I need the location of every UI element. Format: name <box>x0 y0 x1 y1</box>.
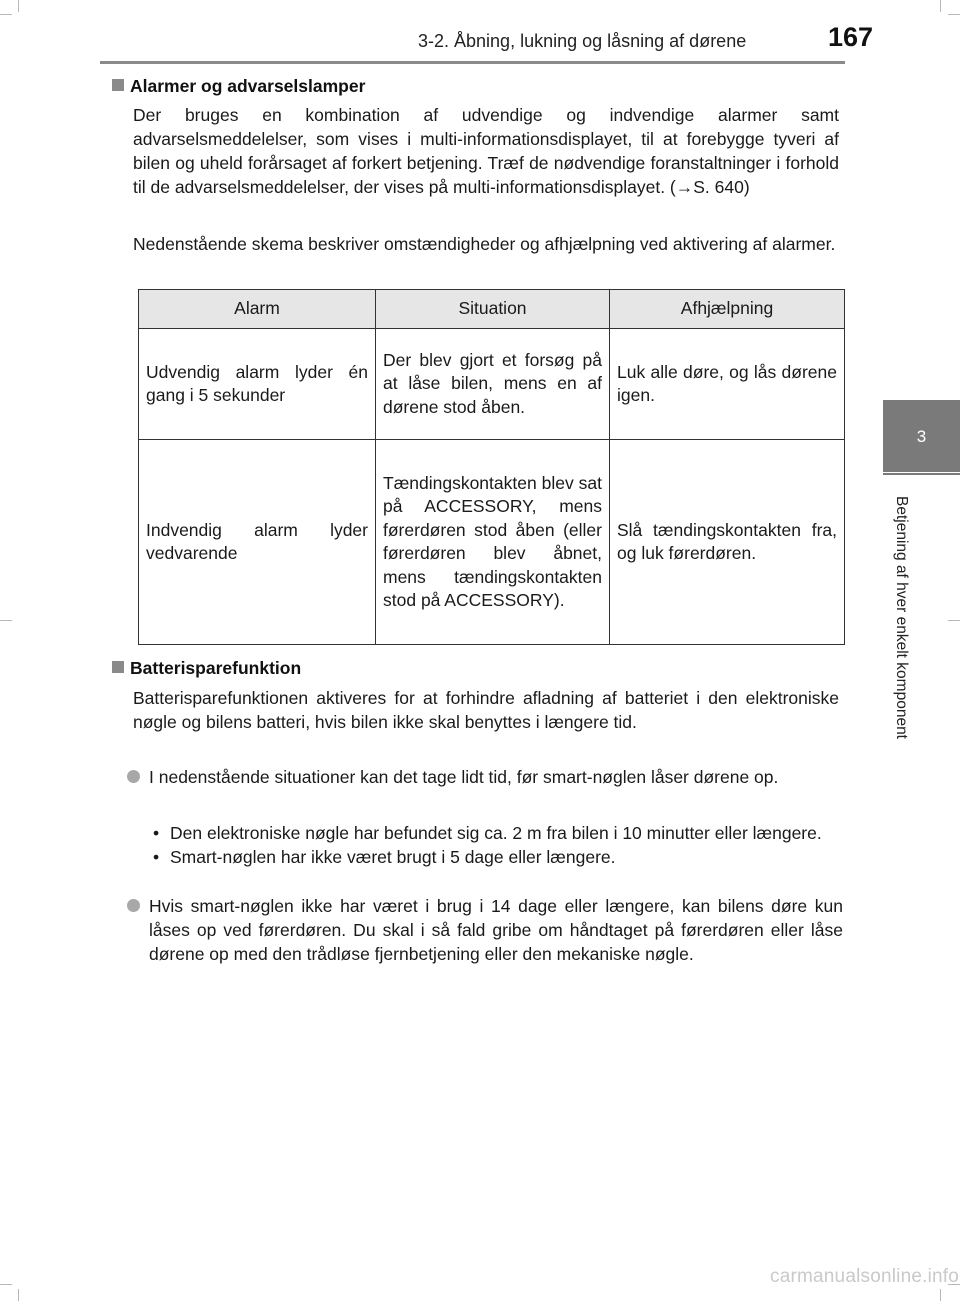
circle-bullet-icon <box>127 770 140 783</box>
table-cell: Slå tændingskontakten fra, og luk førerdøren. <box>610 440 845 645</box>
sub-list-item <box>150 845 840 869</box>
list-item-text: Hvis smart-nøglen ikke har været i brug i 14 dage eller længere, kan bilens døre kun låses op ved førerdøren. Du skal i så fald gribe om håndtaget på førerdøren eller låse dørene op med den trådløse fjernbetjening eller den mekaniske nøgle. <box>149 896 843 964</box>
crop-mark <box>0 620 12 621</box>
crop-mark <box>0 1284 12 1285</box>
small-dot-icon: • <box>153 847 160 867</box>
table-row <box>139 329 845 440</box>
small-dot-icon: • <box>153 823 160 843</box>
table-header-cell: Afhjælpning <box>610 290 845 329</box>
crop-mark <box>940 1289 941 1301</box>
sub-list-item-text: Den elektroniske nøgle har befundet sig ca. 2 m fra bilen i 10 minutter eller længere. <box>170 823 822 843</box>
battery-heading-text: Batterisparefunktion <box>130 658 302 678</box>
alarms-heading-text: Alarmer og advarselslamper <box>130 76 366 96</box>
crop-mark <box>18 1289 19 1301</box>
header-rule <box>100 61 845 64</box>
sub-list <box>150 821 840 869</box>
square-bullet-icon <box>112 79 124 91</box>
table-cell: Indvendig alarm lyder vedvarende <box>139 440 376 645</box>
table-header-cell: Situation <box>376 290 610 329</box>
page-header <box>0 0 960 64</box>
watermark: carmanualsonline.info <box>770 1266 960 1287</box>
list-item-text: I nedenstående situationer kan det tage lidt tid, før smart-nøglen låser dørene op. <box>149 767 779 787</box>
alarms-heading <box>112 76 365 97</box>
sub-list-item <box>150 821 840 845</box>
alarm-table <box>138 289 845 645</box>
table-row <box>139 440 845 645</box>
table-cell: Tændingskontakten blev sat på ACCESSORY, mens førerdøren stod åben (eller førerdøren blev åbnet, mens tændingskontakten stod på ACCESSORY). <box>376 440 610 645</box>
battery-heading <box>112 658 301 679</box>
chapter-tab-line <box>883 473 960 475</box>
sub-list-item-text: Smart-nøglen har ikke været brugt i 5 dage eller længere. <box>170 847 616 867</box>
section-title: 3-2. Åbning, lukning og låsning af dørene <box>418 31 747 51</box>
list-item <box>128 765 843 789</box>
alarms-paragraph-1: Der bruges en kombination af udvendige og indvendige alarmer samt advarselsmeddelelser, som vises i multi-informationsdisplayet, til at forebygge tyveri af bilen og uheld forårsaget af forkert betjening. Træf de nødvendige foranstaltninger i forhold til de advarselsmeddelelser, der vises på multi-informationsdisplayet. (→S. 640) <box>133 105 839 197</box>
chapter-title: Betjening af hver enkelt komponent <box>893 496 910 739</box>
table-cell: Udvendig alarm lyder én gang i 5 sekunder <box>139 329 376 440</box>
circle-bullet-icon <box>127 899 140 912</box>
table-cell: Luk alle døre, og lås dørene igen. <box>610 329 845 440</box>
square-bullet-icon <box>112 661 124 673</box>
list-item <box>128 894 843 966</box>
chapter-tab <box>883 400 960 472</box>
table-header-row <box>139 290 845 329</box>
table-header-cell: Alarm <box>139 290 376 329</box>
crop-mark <box>948 620 960 621</box>
battery-paragraph: Batterisparefunktionen aktiveres for at forhindre afladning af batteriet i den elektroniske nøgle og bilens batteri, hvis bilen ikke skal benyttes i længere tid. <box>133 688 839 732</box>
page-number: 167 <box>828 22 874 52</box>
alarms-paragraph-2: Nedenstående skema beskriver omstændigheder og afhjælpning ved aktivering af alarmer. <box>133 234 836 254</box>
table-cell: Der blev gjort et forsøg på at låse bilen, mens en af dørene stod åben. <box>376 329 610 440</box>
chapter-number: 3 <box>916 427 927 446</box>
